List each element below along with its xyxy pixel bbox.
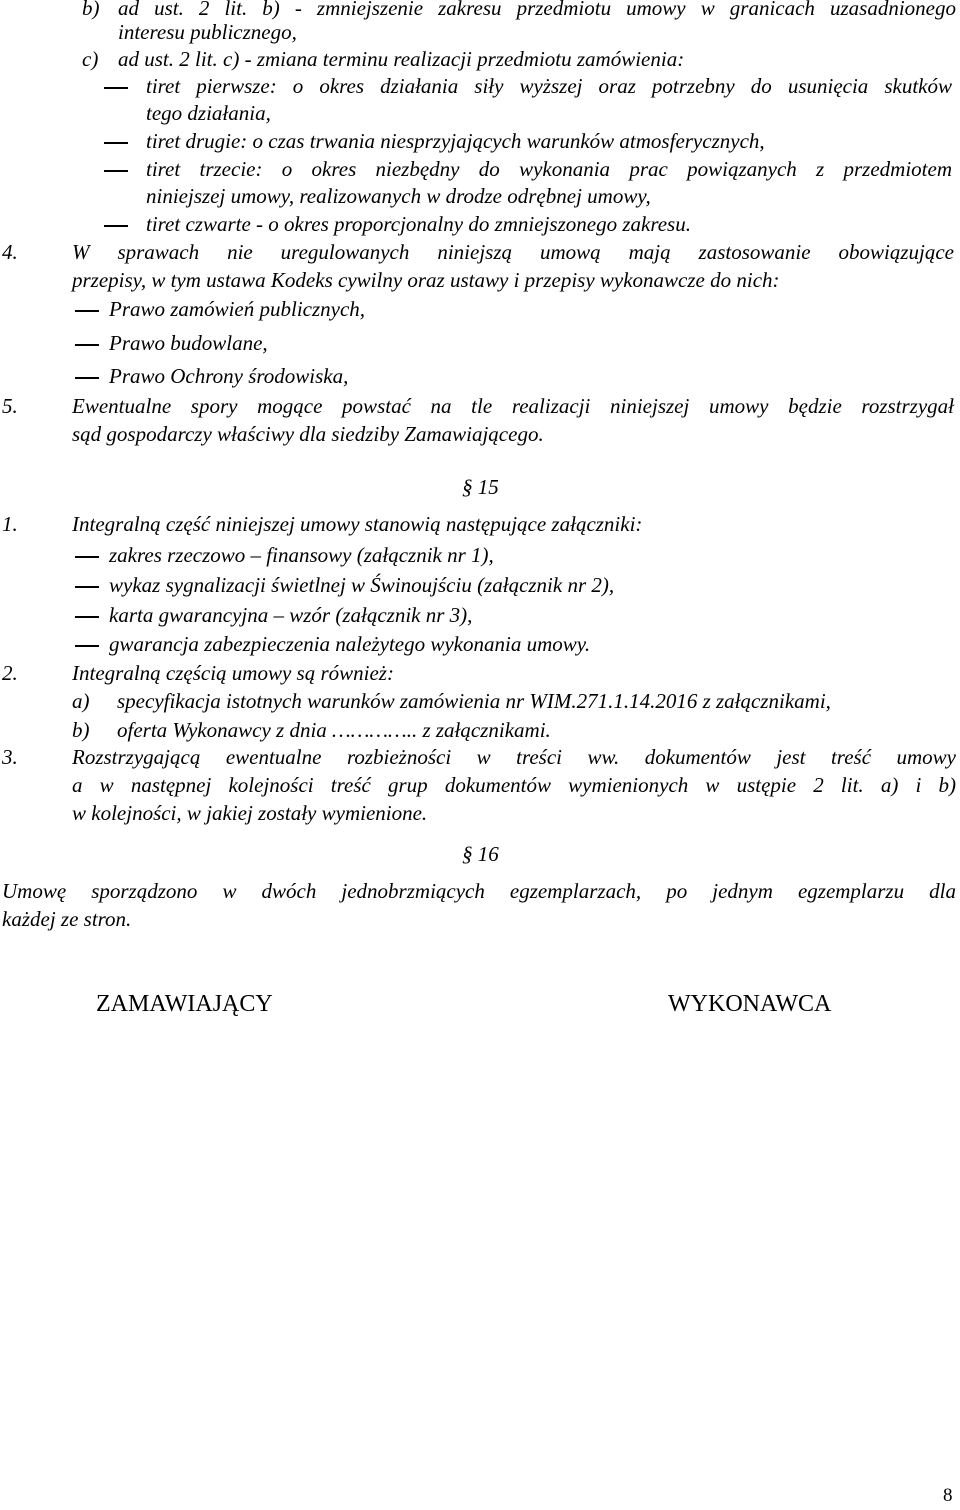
- item-5-line1: Ewentualne spory mogące powstać na tle realizacji niniejszej umowy będzie rozstrzygał: [72, 394, 954, 418]
- s15-item-2-a-label: a): [72, 689, 90, 713]
- s15-item-2-a-text: specyfikacja istotnych warunków zamówienia nr WIM.271.1.14.2016 z załącznikami,: [117, 689, 831, 713]
- list-item-b-line2: interesu publicznego,: [118, 20, 297, 44]
- attachment-3: karta gwarancyjna – wzór (załącznik nr 3),: [109, 603, 473, 627]
- s15-item-2-number: 2.: [2, 661, 18, 685]
- section-15-heading: § 15: [462, 475, 499, 499]
- s15-item-2-b-text: oferta Wykonawcy z dnia ………….. z załącznikami.: [117, 718, 551, 742]
- law-item-2: Prawo budowlane,: [109, 331, 268, 355]
- item-5-number: 5.: [2, 394, 18, 418]
- list-label-b: b): [82, 0, 100, 20]
- dash-bullet: [75, 377, 99, 379]
- tiret-2: tiret drugie: o czas trwania niesprzyjających warunków atmosferycznych,: [146, 129, 765, 153]
- item-4-number: 4.: [2, 240, 18, 264]
- list-item-b-line1: ad ust. 2 lit. b) - zmniejszenie zakresu przedmiotu umowy w granicach uzasadnionego: [118, 0, 956, 20]
- dash-bullet: [75, 645, 99, 647]
- dash-bullet: [75, 616, 99, 618]
- tiret-1-line2: tego działania,: [146, 101, 271, 125]
- law-item-3: Prawo Ochrony środowiska,: [109, 364, 349, 388]
- s15-item-3-number: 3.: [2, 745, 18, 769]
- tiret-1-line1: tiret pierwsze: o okres działania siły wyższej oraz potrzebny do usunięcia skutków: [146, 74, 952, 98]
- signature-contractor: WYKONAWCA: [668, 991, 832, 1017]
- s16-line1: Umowę sporządzono w dwóch jednobrzmiących egzemplarzach, po jednym egzemplarzu dla: [2, 879, 956, 903]
- dash-bullet: [75, 556, 99, 558]
- item-4-line1: W sprawach nie uregulowanych niniejszą umową mają zastosowanie obowiązujące: [72, 240, 954, 264]
- tiret-3-line2: niniejszej umowy, realizowanych w drodze odrębnej umowy,: [146, 184, 651, 208]
- s15-item-3-line3: w kolejności, w jakiej zostały wymienione.: [72, 801, 428, 825]
- item-5-line2: sąd gospodarczy właściwy dla siedziby Zamawiającego.: [72, 422, 544, 446]
- dash-bullet: [104, 87, 128, 89]
- s15-item-3-line2: a w następnej kolejności treść grup dokumentów wymienionych w ustępie 2 lit. a) i b): [72, 773, 956, 797]
- signature-ordering-party: ZAMAWIAJĄCY: [96, 991, 273, 1017]
- law-item-1: Prawo zamówień publicznych,: [109, 297, 366, 321]
- s15-item-3-line1: Rozstrzygającą ewentualne rozbieżności w treści ww. dokumentów jest treść umowy: [72, 745, 956, 769]
- list-item-c: ad ust. 2 lit. c) - zmiana terminu realizacji przedmiotu zamówienia:: [118, 47, 685, 71]
- s15-item-1-text: Integralną część niniejszej umowy stanowią następujące załączniki:: [72, 512, 643, 536]
- dash-bullet: [75, 344, 99, 346]
- list-label-c: c): [82, 47, 99, 71]
- tiret-4: tiret czwarte - o okres proporcjonalny do zmniejszonego zakresu.: [146, 212, 691, 236]
- dash-bullet: [104, 142, 128, 144]
- dash-bullet: [75, 310, 99, 312]
- dash-bullet: [104, 225, 128, 227]
- s15-item-2-text: Integralną częścią umowy są również:: [72, 661, 394, 685]
- s15-item-1-number: 1.: [2, 512, 18, 536]
- attachment-2: wykaz sygnalizacji świetlnej w Świnoujściu (załącznik nr 2),: [109, 573, 615, 597]
- dash-bullet: [104, 170, 128, 172]
- section-16-heading: § 16: [462, 842, 499, 866]
- dash-bullet: [75, 586, 99, 588]
- s16-line2: każdej ze stron.: [2, 907, 132, 931]
- attachment-1: zakres rzeczowo – finansowy (załącznik nr 1),: [109, 543, 494, 567]
- s15-item-2-b-label: b): [72, 718, 90, 742]
- tiret-3-line1: tiret trzecie: o okres niezbędny do wykonania prac powiązanych z przedmiotem: [146, 157, 952, 181]
- item-4-line2: przepisy, w tym ustawa Kodeks cywilny oraz ustawy i przepisy wykonawcze do nich:: [72, 268, 780, 292]
- page-number: 8: [943, 1485, 953, 1506]
- attachment-4: gwarancja zabezpieczenia należytego wykonania umowy.: [109, 632, 591, 656]
